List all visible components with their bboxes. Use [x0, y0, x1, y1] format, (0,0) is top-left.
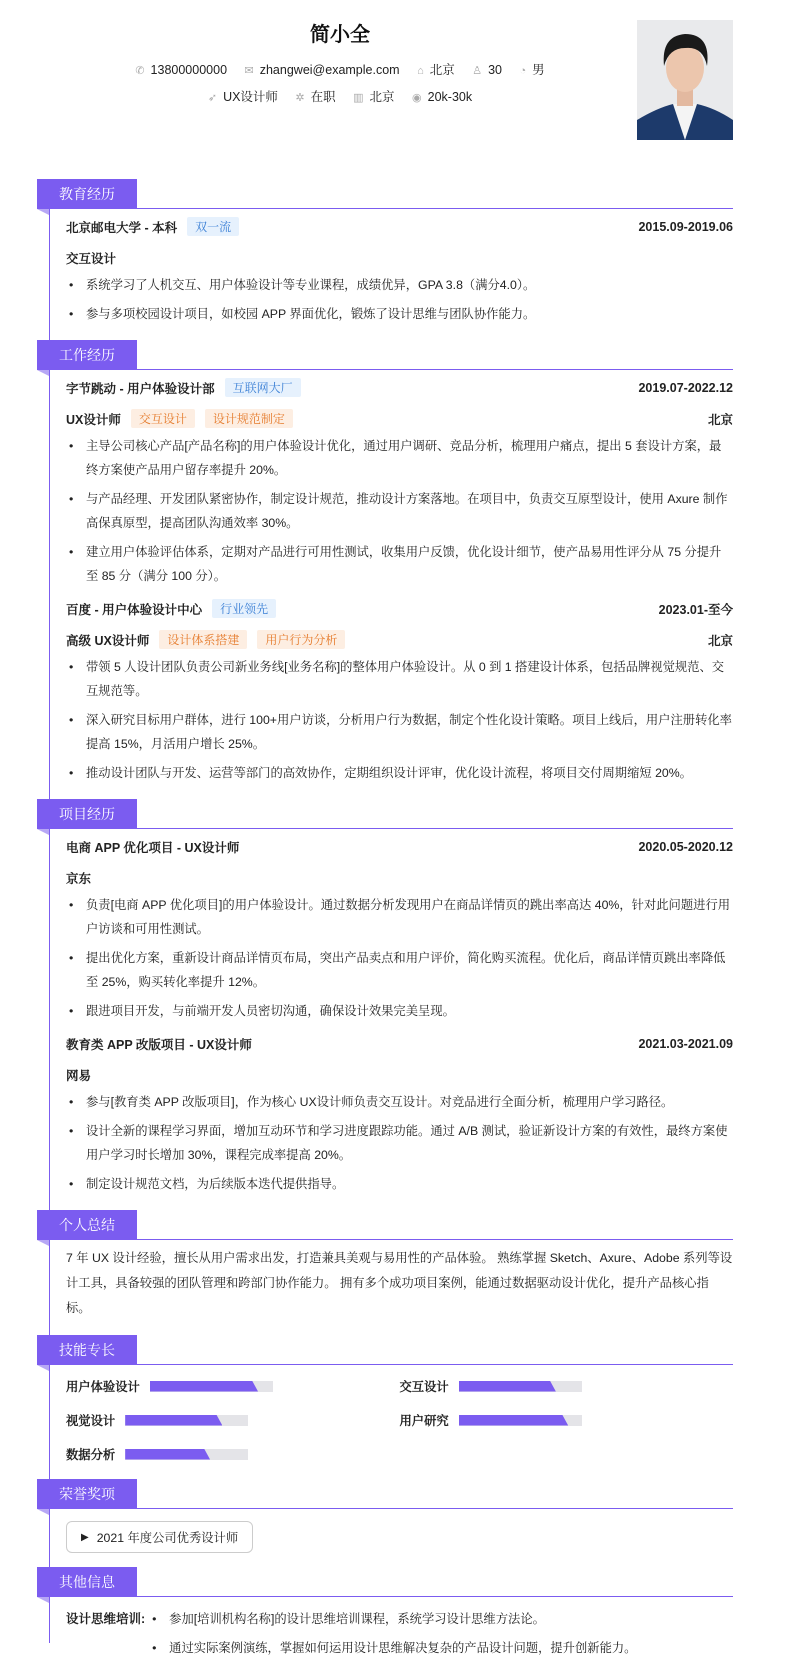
list-item: • 制定设计规范文档，为后续版本迭代提供指导。 [66, 1172, 733, 1196]
skill-name: 交互设计 [399, 1380, 449, 1394]
school-tag: 双一流 [187, 217, 239, 236]
job: UX设计师 [223, 90, 278, 104]
skill-bar [459, 1381, 582, 1392]
section-title: 个人总结 [37, 1210, 137, 1240]
role-tag: 交互设计 [131, 409, 195, 428]
date: 2023.01-至今 [658, 602, 733, 617]
candidate-name: 简小全 [310, 24, 370, 46]
status: 在职 [310, 90, 336, 104]
school: 北京邮电大学 - 本科 [66, 220, 178, 235]
section-title: 工作经历 [37, 340, 137, 370]
skill-item [66, 1409, 400, 1431]
resume-header [0, 0, 794, 165]
award-label: 2021 年度公司优秀设计师 [96, 1531, 239, 1545]
major: 交互设计 [66, 251, 117, 266]
project-name: 教育类 APP 改版项目 - UX设计师 [66, 1037, 252, 1052]
section-title: 荣誉奖项 [37, 1479, 137, 1509]
list-item: • 负责[电商 APP 优化项目]的用户体验设计。通过数据分析发现用户在商品详情页的跳出率高达 40%，针对此问题进行用户访谈和可用性测试。 [66, 893, 733, 941]
skill-bar [125, 1449, 248, 1460]
project-org: 京东 [66, 871, 92, 886]
work-section [37, 340, 733, 785]
company: 字节跳动 - 用户体验设计部 [66, 381, 215, 396]
avatar-photo [637, 20, 733, 140]
home-icon: ⌂ [417, 65, 424, 77]
phone-icon: ✆ [135, 65, 145, 77]
list-item: • 建立用户体验评估体系，定期对产品进行可用性测试，收集用户反馈，优化设计细节，使产品易用性评分从 75 分提升至 85 分（满分 100 分）。 [66, 540, 733, 588]
gender: 男 [532, 63, 545, 77]
skill-bar [125, 1415, 248, 1426]
contact-row [0, 60, 680, 78]
list-item: • 深入研究目标用户群体，进行 100+用户访谈，分析用户行为数据，制定个性化设计策略。项目上线后，用户注册转化率提高 15%，月活用户增长 25%。 [66, 708, 733, 756]
age: 30 [488, 63, 502, 77]
skill-bar-fill [125, 1449, 210, 1460]
mail-icon: ✉ [244, 65, 254, 77]
list-item: • 主导公司核心产品[产品名称]的用户体验设计优化，通过用户调研、竞品分析，梳理用户痛点，提出 5 套设计方案，最终方案使产品用户留存率提升 20%。 [66, 434, 733, 482]
other-label: 设计思维培训: [66, 1612, 146, 1626]
list-item: • 提出优化方案，重新设计商品详情页布局，突出产品卖点和用户评价，简化购买流程。优化后，商品详情页跳出率降低至 25%，购买转化率提升 12%。 [66, 946, 733, 994]
list-item: • 系统学习了人机交互、用户体验设计等专业课程，成绩优异，GPA 3.8（满分4.0）。 [66, 273, 733, 297]
awards-section [37, 1479, 733, 1553]
education-section [37, 179, 733, 326]
summary-text: 7 年 UX 设计经验，擅长从用户需求出发，打造兼具美观与易用性的产品体验。 熟练掌握 Sketch、Axure、Adobe 系列等设计工具，具备较强的团队管理和跨部门协作能力。 拥有多个成功项目案例，能通过数据驱动设计优化，提升产品核心指标。 [66, 1251, 733, 1315]
list-item: • 参与[教育类 APP 改版项目]，作为核心 UX设计师负责交互设计。对竞品进行全面分析，梳理用户学习路径。 [66, 1090, 733, 1114]
list-item: • 参加[培训机构名称]的设计思维培训课程，系统学习设计思维方法论。 [149, 1607, 636, 1631]
role-tag: 设计体系搭建 [159, 630, 247, 649]
send-icon: ➶ [207, 92, 218, 104]
skill-bar-fill [459, 1381, 556, 1392]
list-item: • 参与多项校园设计项目，如校园 APP 界面优化，锻炼了设计思维与团队协作能力。 [66, 302, 733, 326]
list-item: • 推动设计团队与开发、运营等部门的高效协作，定期组织设计评审，优化设计流程，将项目交付周期缩短 20%。 [66, 761, 733, 785]
phone: 13800000000 [150, 63, 228, 77]
city: 北京 [429, 63, 455, 77]
skill-item [400, 1375, 734, 1397]
project-org: 网易 [66, 1068, 92, 1083]
award-item[interactable] [66, 1521, 253, 1553]
section-title: 技能专长 [37, 1335, 137, 1365]
skill-item [66, 1443, 400, 1465]
email: zhangwei@example.com [259, 63, 400, 77]
salary-icon: ◉ [412, 92, 422, 104]
skill-item [400, 1409, 734, 1431]
company-tag: 行业领先 [212, 599, 276, 618]
skill-name: 用户研究 [399, 1414, 449, 1428]
target-city: 北京 [369, 90, 395, 104]
company: 百度 - 用户体验设计中心 [66, 602, 203, 617]
skill-name: 用户体验设计 [66, 1380, 140, 1394]
skill-bar-fill [459, 1415, 568, 1426]
city: 北京 [707, 412, 733, 427]
gender-icon: ◔ [519, 65, 527, 77]
date: 2015.09-2019.06 [638, 219, 733, 234]
skill-item [66, 1375, 400, 1397]
skill-name: 数据分析 [66, 1448, 116, 1462]
salary: 20k-30k [427, 90, 473, 104]
project-name: 电商 APP 优化项目 - UX设计师 [66, 840, 240, 855]
skill-name: 视觉设计 [66, 1414, 116, 1428]
company-tag: 互联网大厂 [225, 378, 301, 397]
role: 高级 UX设计师 [66, 633, 150, 648]
role: UX设计师 [66, 412, 121, 427]
status-icon: ✲ [295, 92, 305, 104]
section-title: 项目经历 [37, 799, 137, 829]
building-icon: ▥ [353, 92, 364, 104]
skill-bar-fill [125, 1415, 222, 1426]
role-tag: 设计规范制定 [205, 409, 293, 428]
list-item: • 通过实际案例演练，掌握如何运用设计思维解决复杂的产品设计问题，提升创新能力。 [149, 1636, 636, 1660]
caret-right-icon: ▶ [81, 1531, 89, 1543]
list-item: • 与产品经理、开发团队紧密协作，制定设计规范，推动设计方案落地。在项目中，负责交互原型设计，使用 Axure 制作高保真原型，提高团队沟通效率 30%。 [66, 487, 733, 535]
skill-bar [150, 1381, 273, 1392]
list-item: • 跟进项目开发，与前端开发人员密切沟通，确保设计效果完美呈现。 [66, 999, 733, 1023]
section-title: 其他信息 [37, 1567, 137, 1597]
projects-section [37, 799, 733, 1196]
intent-row [0, 87, 680, 105]
other-section [37, 1567, 733, 1665]
summary-section [37, 1210, 733, 1321]
role-tag: 用户行为分析 [257, 630, 345, 649]
city: 北京 [707, 633, 733, 648]
date: 2020.05-2020.12 [638, 839, 733, 854]
skill-bar [459, 1415, 582, 1426]
list-item: • 设计全新的课程学习界面，增加互动环节和学习进度跟踪功能。通过 A/B 测试，验证新设计方案的有效性，最终方案使用户学习时长增加 30%，课程完成率提高 20%。 [66, 1119, 733, 1167]
age-icon: ♙ [472, 65, 483, 77]
date: 2021.03-2021.09 [638, 1036, 733, 1051]
date: 2019.07-2022.12 [638, 380, 733, 395]
list-item: • 带领 5 人设计团队负责公司新业务线[业务名称]的整体用户体验设计。从 0 到 1 搭建设计体系，包括品牌视觉规范、交互规范等。 [66, 655, 733, 703]
skills-section [37, 1335, 733, 1465]
section-title: 教育经历 [37, 179, 137, 209]
skill-bar-fill [150, 1381, 258, 1392]
